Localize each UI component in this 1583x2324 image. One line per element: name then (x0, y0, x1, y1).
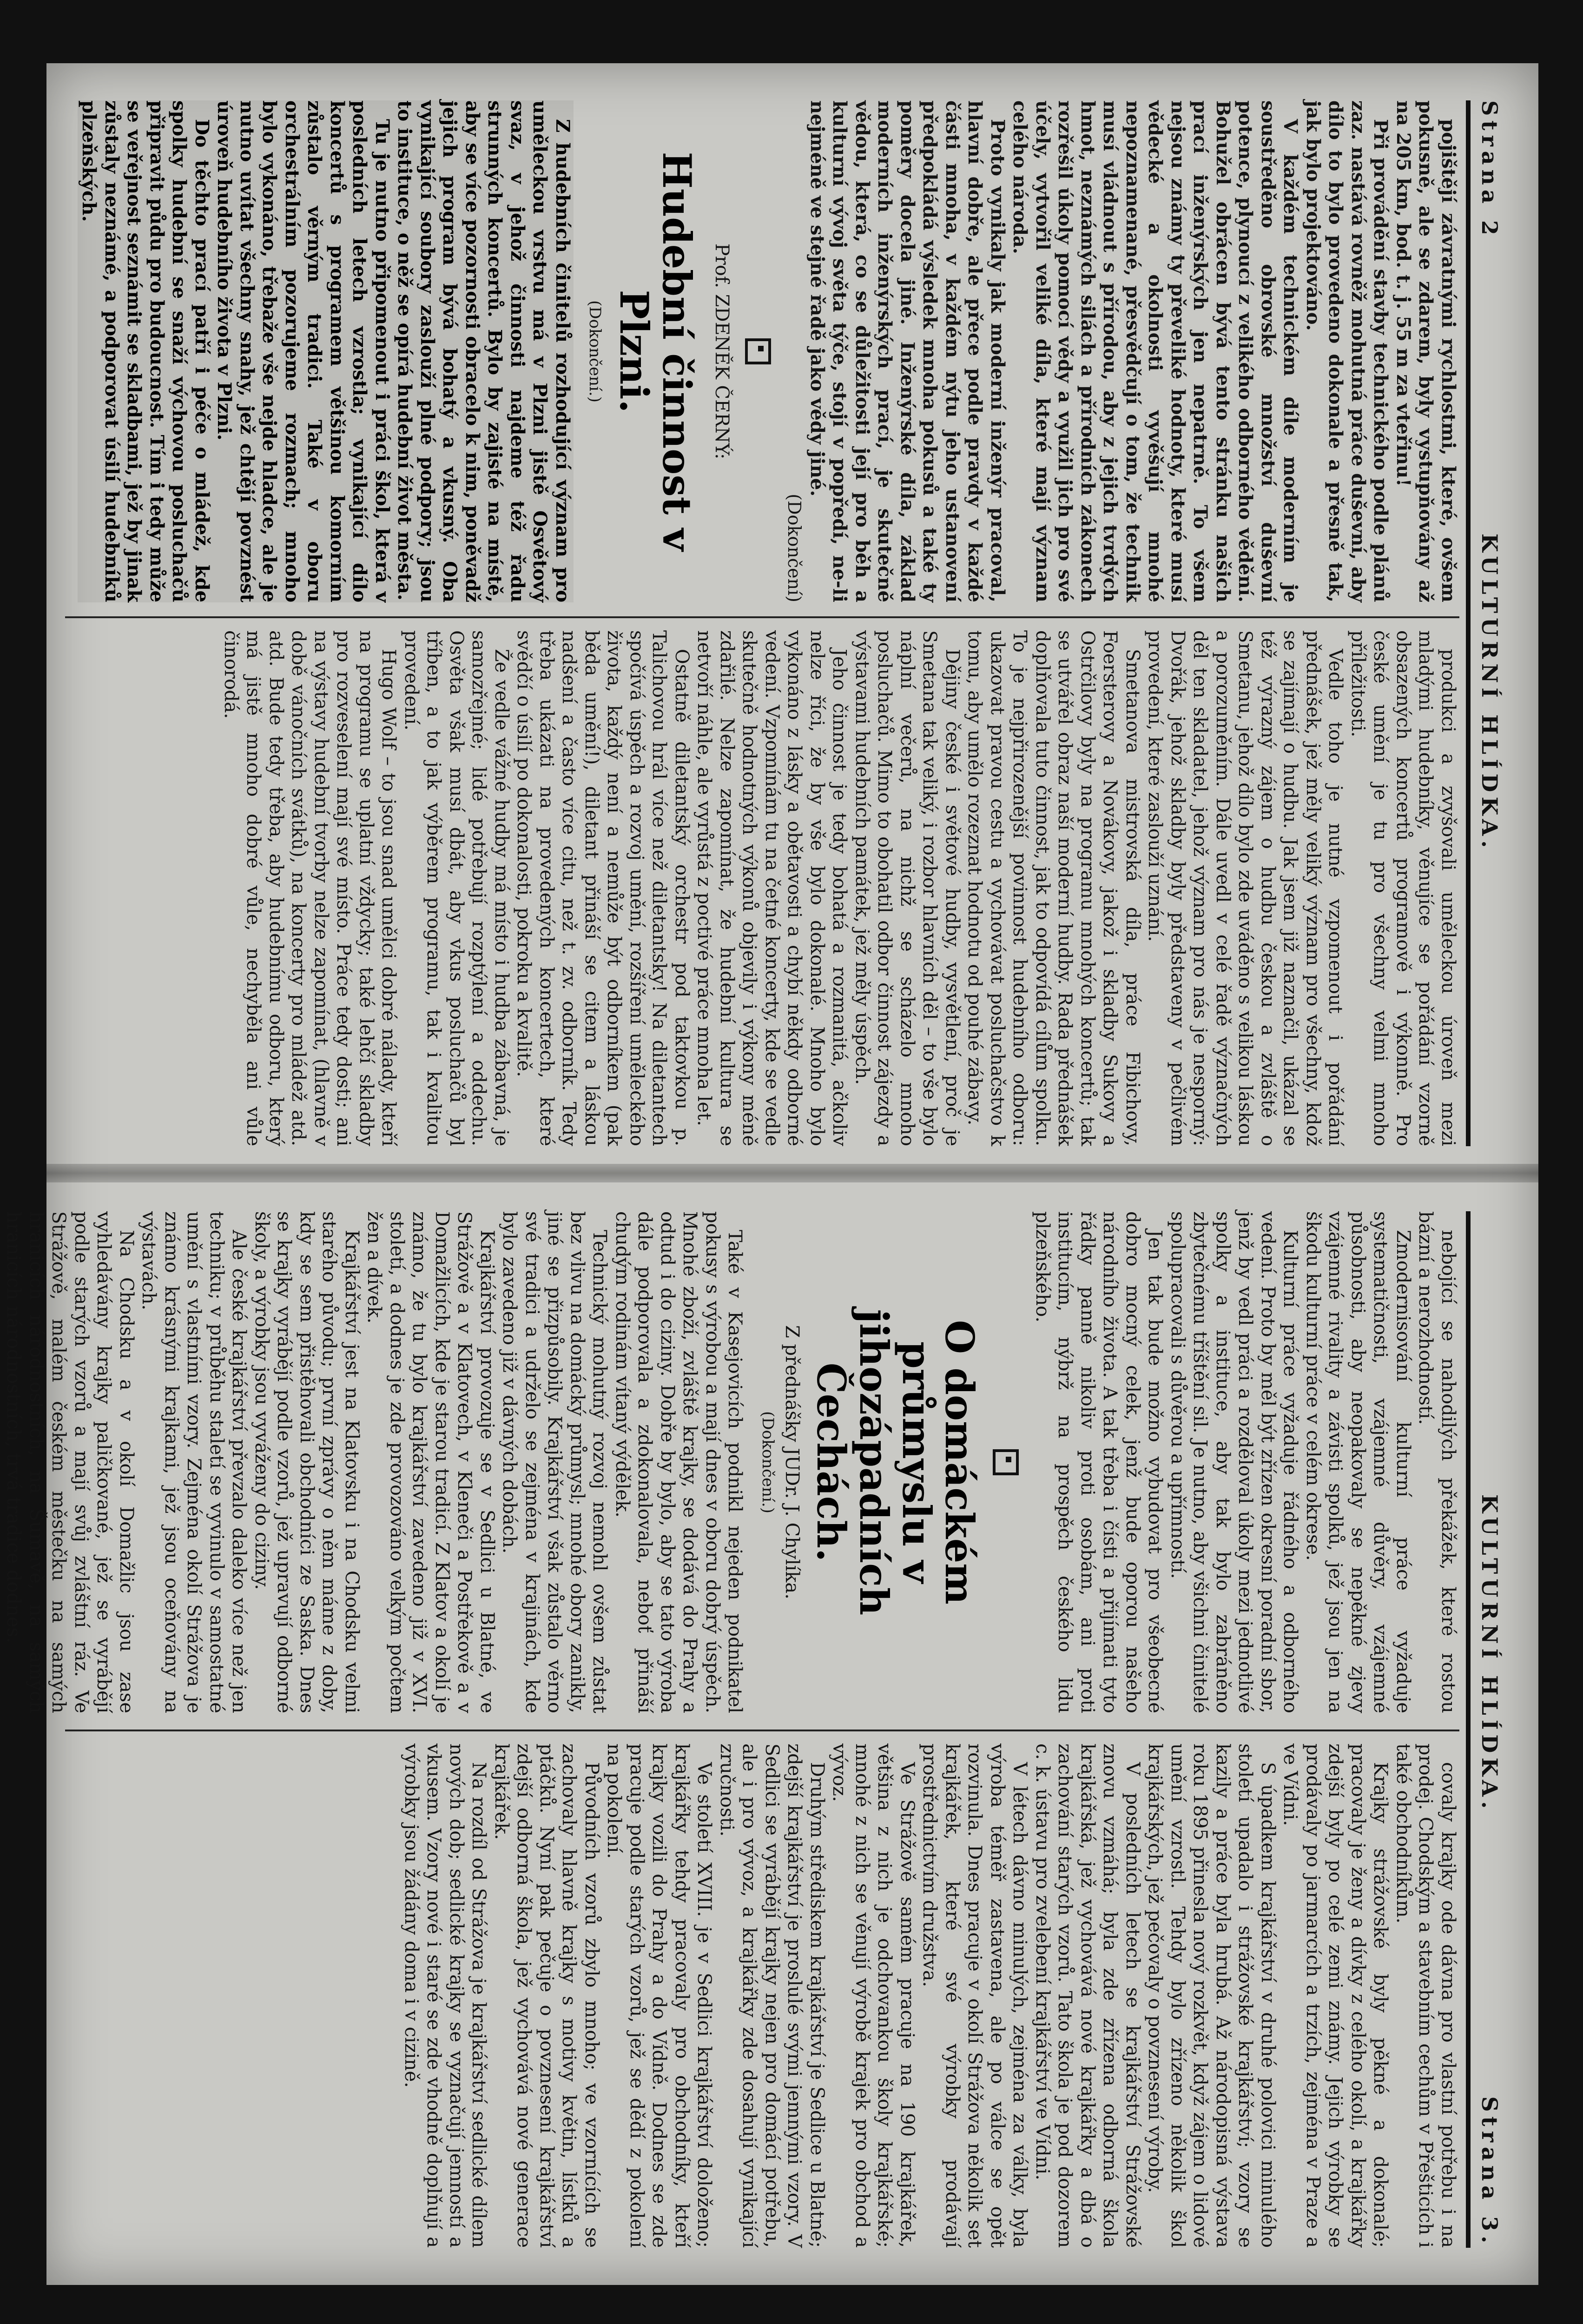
left-page-header (1473, 100, 1506, 1146)
paragraph: Hugo Wolf – to jsou snad umělci dobré nálady, kteří na programu se uplatní vždycky; také lehčí skladby pro rozveselení mají své místo. Práce tedy dosti; ani na výstavy hudební tvorby nelze zapomínat, (hlavně v době vánočních svátků), na koncerty pro mládež atd. atd. Bude tedy třeba, aby hudebnímu odboru, který má jistě mnoho dobré vůle, nechyběla ani vůle činorodá. (220, 630, 400, 1146)
paragraph: V každém technickém díle moderním je soustředěno obrovské množství duševní potence, plynoucí z velikého odborného vědění. Bohužel obrácen bývá tento stránku našich prací inženýrských jen nepatrně. To všem nejsou známy ty převeliké hodnoty, které musí vědecké a okolnosti vyvěšují mnohé nepoznamenané, přesvědčují o tom, že technik musí vládnout s přírodou, aby z jejich tvrdých hmot, neznámých silách a přírodních zákonech rozřešil úkoly pomocí vědy a využil jich pro své účely, vytvořil veliké díla, které mají význam celého národa. (1009, 100, 1302, 602)
paragraph: Do těchto prací patří i péče o mládež, kde spolky hudební se snaží výchovou posluchačů připravit půdu pro budoucnost. Tím i tedy může se veřejnost seznámit se skladbami, jež by jinak zůstaly neznámé, a podporovat úsilí hudebníků plzeňských. (78, 100, 213, 602)
paragraph: Ostatně diletantský orchestr pod taktovkou p. Talichovou hrál více než diletantsky! Na diletantech spočívá úspěch a rozvoj umění, rozšíření uměleckého života, každý není a nemůže být odborníkem (pak běda umění!), diletant přináší se citem a láskou nadšení a často více citu, než t. zv. odborník. Tedy třeba ukázati na provedených koncertech, které svědčí o úsilí po dokonalosti, pokroku a kvalitě. (513, 630, 693, 1146)
paragraph: Technický mohutný rozvoj nemohl ovšem zůstat bez vlivu na domácký průmysl; mnohé obory zanikly, jiné se přizpůsobily. Krajkářství však zůstalo věrno své tradici a udrželo se zejména v krajinách, kde bylo zavedeno již v dávných dobách. (499, 1211, 611, 1713)
column-separator (65, 1730, 1459, 1731)
paragraph: Jen tak bude možno vybudovat pro všeobecné dobro mocný celek, jenž bude oporou našeho národního života. A tak třeba i čísti a přijímati tyto řádky panně nikoliv proti osobám, ani proti institucím, nýbrž na prospěch českého lidu plzeňského. (1032, 1211, 1166, 1713)
left-running-title: KULTURNÍ HLÍDKA. (1477, 533, 1502, 853)
paragraph: Původních vzorů zbylo mnoho; ve vzornících se zachovaly hlavně krajky s motivy květin, lístků a ptáčků. Nyní pak pečuje o povznesení krajkářství zdejší odborná škola, jež vychovává nové generace krajkářek. (491, 1743, 602, 2248)
paragraph: nebojící se nahodilých překážek, které rostou bázní a nerozhodností. (1415, 1211, 1459, 1713)
paragraph: V posledních letech se krajkářství Strážovské znovu vzmáhá; byla zde zřízena odborná škola krajkářská, jež vychovává nové krajkářky a dbá o zachování starých vzorů. Tato škola je pod dozorem c. k. ústavu pro zvelebení krajkářství ve Vídni. (1032, 1743, 1143, 2248)
right-header-rule (1466, 1211, 1471, 2248)
paragraph: Krajkářství provozuje se v Sedlici u Blatné, ve Strážově a v Klatovech, v Kleneči a Postřekově a v Domažlicích, kde je starou tradicí. Z Klatov a okolí je známo, že tu bylo krajkářství zavedeno již v XVI. století, a dodnes je zde provozováno velkým počtem žen a dívek. (363, 1211, 498, 1713)
section-divider-icon (993, 1449, 1019, 1475)
article-note: (Dokončení.) (586, 300, 605, 403)
column-separator (65, 616, 1459, 618)
right-page-label: Strana 3. (1477, 2096, 1502, 2248)
paragraph: Krajkářství jest na Klatovsku i na Chodsku velmi starého původu; první zprávy o něm máme z doby, kdy se sem přistěhovali obchodníci ze Saska. Dnes se krajky vyrábějí podle vzorů, jež upravují odborné školy, a výrobky jsou vyváženy do ciziny. (251, 1211, 363, 1713)
paragraph: pojištějí závratnými rychlostmi, které, ovšem pokusně, ale se zdarem, byly vystupňovány až na 205 km, bod. t. j. 55 m za vteřinu! (1392, 100, 1459, 602)
paragraph: Kulturní práce vyžaduje řádného a odborného vedení. Proto by měl být zřízen okresní poradní sbor, jenž by vedl práci a rozděloval úkoly mezi jednotlivé spolky a instituce, aby tak bylo zabráněno zbytečnému tříštění sil. Je nutno, aby všichni činitelé spolupracovali s důvěrou a upřímností. (1167, 1211, 1301, 1713)
paragraph: Proto vynikaly jak moderní inženýr pracoval, hlavní dobře, ale přece podle pravdy v každé části mnoha, v každém nýtu jeho ustanovení předpokládá výsledek mnoha pokusů a také ty poměry docela jiné. Inženýrské díla, základ moderních inženýrských prací, je skutečně vědou, která, co se důležitosti její pro běh a kulturní vývoj světa týče, stojí v popředí, ne-li nejméně ve stejné řadě jako vědy jiné. (806, 100, 1009, 602)
paragraph: Také v Kasejovicích podnikl nejeden podnikatel pokusy s výrobou a mají dnes v oboru dobrý úspěch. Mnohé zboží, zvláště krajky, se dodává do Prahy a odtud i do ciziny. Dobře by bylo, aby se tato výroba dále podporovala a zdokonalovala, neboť přináší chudým rodinám vítaný výdělek. (612, 1211, 746, 1713)
paragraph: Smetanova mistrovská díla, práce Fibichovy, Foersterovy a Novákovy, jakož i skladby Sukovy a Ostrčilovy byly na programu mnohých koncertů; tak se utvářel obraz naší moderní hudby. Rada přednášek doplňovala tuto činnost, jak to odpovídá cílům spolku. To je nejpřirozenější povinnost hudebního odboru: ukazovat pravou cestu a vychovávat posluchačstvo k tomu, aby umělo rozeznat hodnotu od pouhé zábavy. (964, 630, 1143, 1146)
section-divider-icon (745, 338, 771, 364)
paragraph: Ve století XVIII. je v Sedlici krajkářství doloženo; krajkářky tehdy pracovaly pro obchodníky, kteří krajky vozili do Prahy a do Vídně. Dodnes se zde pracuje podle starých vzorů, jež se dědí z pokolení na pokolení. (603, 1743, 715, 2248)
paragraph: Vedle toho je nutné vzpomenout i pořádání přednášek, jež měly veliký význam pro všechny, kdož se zajímají o hudbu. Jak jsem již naznačil, ukázal se též výrazný zájem o hudbu českou a zvláště o Smetanu, jehož dílo bylo zde uváděno s velikou láskou a porozuměním. Dále uvedl v celé řadě význačných děl ten skladatel, jehož význam pro nás je nesporný: Dvořák, jehož skladby byly představeny v pečlivém provedení, které zaslouží uznání. (1144, 630, 1346, 1146)
left-column-2 (65, 630, 1459, 1146)
paragraph: Na Chodsku a v okolí Domažlic jsou zase vyhledávány krajky paličkované, jež se vyrábějí podle starých vzorů a mají svůj zvláštní ráz. Ve Strážově, malém českém městečku na samých hranicích národnostních, na Šumavě, na samých hranicích národnostních, trvá tradice dodnes. (3, 1211, 137, 1713)
left-header-rule (1466, 100, 1471, 1146)
left-column-1 (65, 100, 1459, 602)
article-title: O domáckém průmyslu v jihozápadních Čechách. (808, 1309, 983, 1616)
article-note: (Dokončení.) (759, 1411, 777, 1513)
article-author: Z přednášky JUDr. J. Chylíka. (781, 1325, 803, 1599)
paragraph: Že vedle vážné hudby má místo i hudba zábavná, je samozřejmé; lidé potřebují rozptýlení a oddechu. Osvěta však musí dbát, aby vkus posluchačů byl tříben, a to jak výběrem programu, tak i kvalitou provedení. (401, 630, 512, 1146)
right-column-2 (65, 1743, 1459, 2248)
paragraph: produkci a zvyšovali uměleckou úroveň mezi mladými hudebníky, věnujíce se pořádání vzorně obsazených koncertů programově i výkonně. Pro české umění je tu pro všechny velmi mnoho příležitosti. (1347, 630, 1459, 1146)
paragraph: S úpadkem krajkářství v druhé polovici minulého století upadalo i strážovské krajkářství; vzory se kazily a práce byla hrubá. Až národopisná výstava roku 1895 přinesla nový rozkvět, když zájem o lidové umění vzrostl. Tehdy bylo zřízeno několik škol krajkářských, jež pečovaly o povznesení výroby. (1144, 1743, 1279, 2248)
paragraph: Tu je nutno připomenout i práci škol, která v posledních letech vzrostla; vynikající dílo koncertů s programem většinou komorním zůstalo věrným tradici. Také v oboru orchestrálním pozorujeme rozmach; mnoho bylo vykonáno, třebaže vše nejde hladce, ale je nutno uvítat všechny snahy, jež chtějí povznést úroveň hudebního života v Plzni. (213, 100, 393, 602)
paragraph: V létech dávno minulých, zejména za války, byla výroba téměř zastavena, ale po válce se opět rozvinula. Dnes pracuje v okolí Strážova několik set krajkářek, které své výrobky prodávají prostřednictvím družstva. (919, 1743, 1031, 2248)
paragraph: Ve Strážově samém pracuje na 190 krajkářek, většina z nich je odchovankou školy krajkářské; mnohé z nich se věnují výrobě krajek pro obchod a vývoz. (829, 1743, 918, 2248)
newspaper-spread (3, 63, 1538, 2285)
paragraph: Zmodernisování kulturní práce vyžaduje systematičnosti, vzájemné důvěry, vzájemné působnosti, aby neopakovaly se nepěkné zjevy vzájemné rivality a závisti spolků, jež jsou jen na škodu kulturní práce v celém okrese. (1302, 1211, 1414, 1713)
right-column-1 (3, 1211, 1459, 1713)
paragraph: Druhým střediskem krajkářství je Sedlice u Blatné; zdejší krajkářství je proslulé svými jemnými vzory. V Sedlici se vyrábějí krajky nejen pro domácí potřebu, ale i pro vývoz, a krajkářky zde dosahují vynikající zručnosti. (716, 1743, 828, 2248)
paragraph: Z hudebních činitelů rozhodující význam pro uměleckou vrstvu má v Plzni jistě Osvětový svaz, v jehož činnosti najdeme též řadu strunných koncertů. Bylo by zajisté na místě, aby se více pozornosti obracelo k nim, poněvadž jejich program bývá bohatý a vkusný. Oba vynikající soubory zaslouží plné podpory; jsou to instituce, o něž se opírá hudební život města. (394, 100, 574, 602)
paragraph: Ale české krajkářství převzalo daleko více než jen techniku; v průběhu staletí se vyvinulo v samostatné umění s vlastními vzory. Zejména okolí Strážova je známo krásnými krajkami, jež jsou oceňovány na výstavách. (138, 1211, 250, 1713)
paragraph: Krajky strážovské byly pěkné a dokonalé; pracovaly je ženy a dívky z celého okolí, a krajkářky zdejší byly po celé zemi známy. Jejich výrobky se prodávaly po jarmarcích a trzích, zejména v Praze a ve Vídni. (1280, 1743, 1392, 2248)
article-author: Prof. ZDENĚK ČERNÝ: (711, 243, 732, 460)
paragraph: covaly krajky ode dávna pro vlastní potřebu i na prodej. Chodským a stavebním cechům v Přešticích i také obchodníkům. (1392, 1743, 1459, 2248)
right-running-title: KULTURNÍ HLÍDKA. (1477, 1494, 1502, 1814)
paragraph: Jeho činnost je tedy bohatá a rozmanitá, ačkoliv nelze říci, že by vše bylo dokonalé. Mnoho bylo vykonáno z lásky a obětavosti a chybí někdy odborné vedení. Vzpomínám tu na četné koncerty, kde se vedle skutečně hodnotných výkonů objevily i výkony méně zdařilé. Nelze zapomínat, že hudební kultura se netvoří náhle, ale vyrůstá z poctivé práce mnoha let. (693, 630, 851, 1146)
right-page-header (1473, 1211, 1506, 2248)
paragraph: Dějiny české i světové hudby, vysvětlení, proč je Smetana tak veliký, i rozbor hlavních děl – to vše bylo náplní večerů, na nichž se scházelo mnoho posluchačů. Mimo to obohatil odbor činnost zájezdy a výstavami hudebních památek, jež měly úspěch. (851, 630, 963, 1146)
paragraph: Na rozdíl od Strážova je krajkářství sedlické dílem nových dob; sedlické krajky se vyznačují jemností a vkusem. Vzory nové i staré se zde vhodně doplňují a výrobky jsou žádány doma i v cizině. (401, 1743, 490, 2248)
signature: (Dokončení) (784, 494, 805, 602)
paragraph: Při provádění stavby technického podle plánů zaz. nastává rovněž mohutná práce duševní, aby dílo to bylo provedeno dokonale a přesně tak, jak bylo projektováno. (1302, 100, 1392, 602)
article-title: Hudební činnost v Plzni. (611, 152, 700, 551)
page-fold (46, 1164, 1538, 1182)
left-page-label: Strana 2 (1477, 100, 1502, 240)
